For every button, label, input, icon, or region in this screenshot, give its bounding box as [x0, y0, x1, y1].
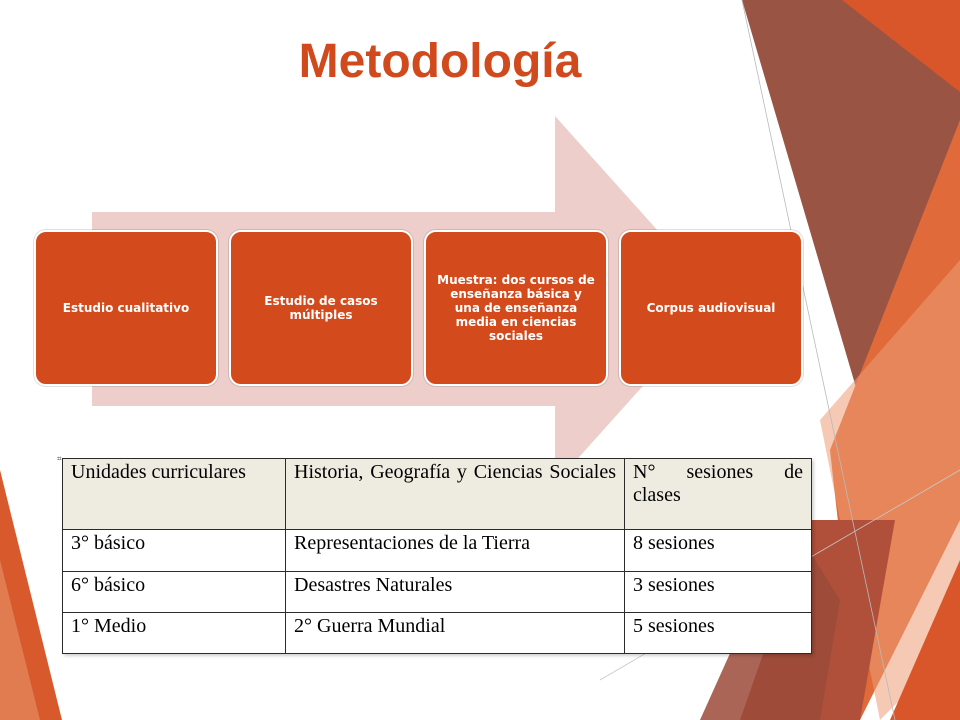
table-cell: 3 sesiones: [625, 571, 812, 612]
table-cell: 3° básico: [63, 530, 286, 571]
table-cell: 1° Medio: [63, 612, 286, 653]
process-step-1: Estudio cualitativo: [34, 230, 218, 386]
table-row: [63, 612, 812, 653]
table-cell: Representaciones de la Tierra: [286, 530, 625, 571]
table-header-cell: Unidades curriculares: [63, 459, 286, 530]
process-step-2: Estudio de casos múltiples: [229, 230, 413, 386]
table-row: [63, 530, 812, 571]
table-cell: Desastres Naturales: [286, 571, 625, 612]
table-header-row: [63, 459, 812, 530]
curriculum-table: [62, 458, 812, 654]
process-step-4: Corpus audiovisual: [619, 230, 803, 386]
page-title: Metodología: [298, 35, 582, 88]
table-row: [63, 571, 812, 612]
table-header-cell: Historia, Geografía y Ciencias Sociales: [286, 459, 625, 530]
table-cell: 2° Guerra Mundial: [286, 612, 625, 653]
table-cell: 8 sesiones: [625, 530, 812, 571]
image-anchor-icon: ⌗: [57, 454, 62, 463]
curriculum-table-container: [62, 458, 812, 654]
process-step-3: Muestra: dos cursos de enseñanza básica y una de enseñanza media en ciencias sociales: [424, 230, 608, 386]
table-cell: 6° básico: [63, 571, 286, 612]
table-header-cell: N° sesiones de clases: [625, 459, 812, 530]
table-cell: 5 sesiones: [625, 612, 812, 653]
